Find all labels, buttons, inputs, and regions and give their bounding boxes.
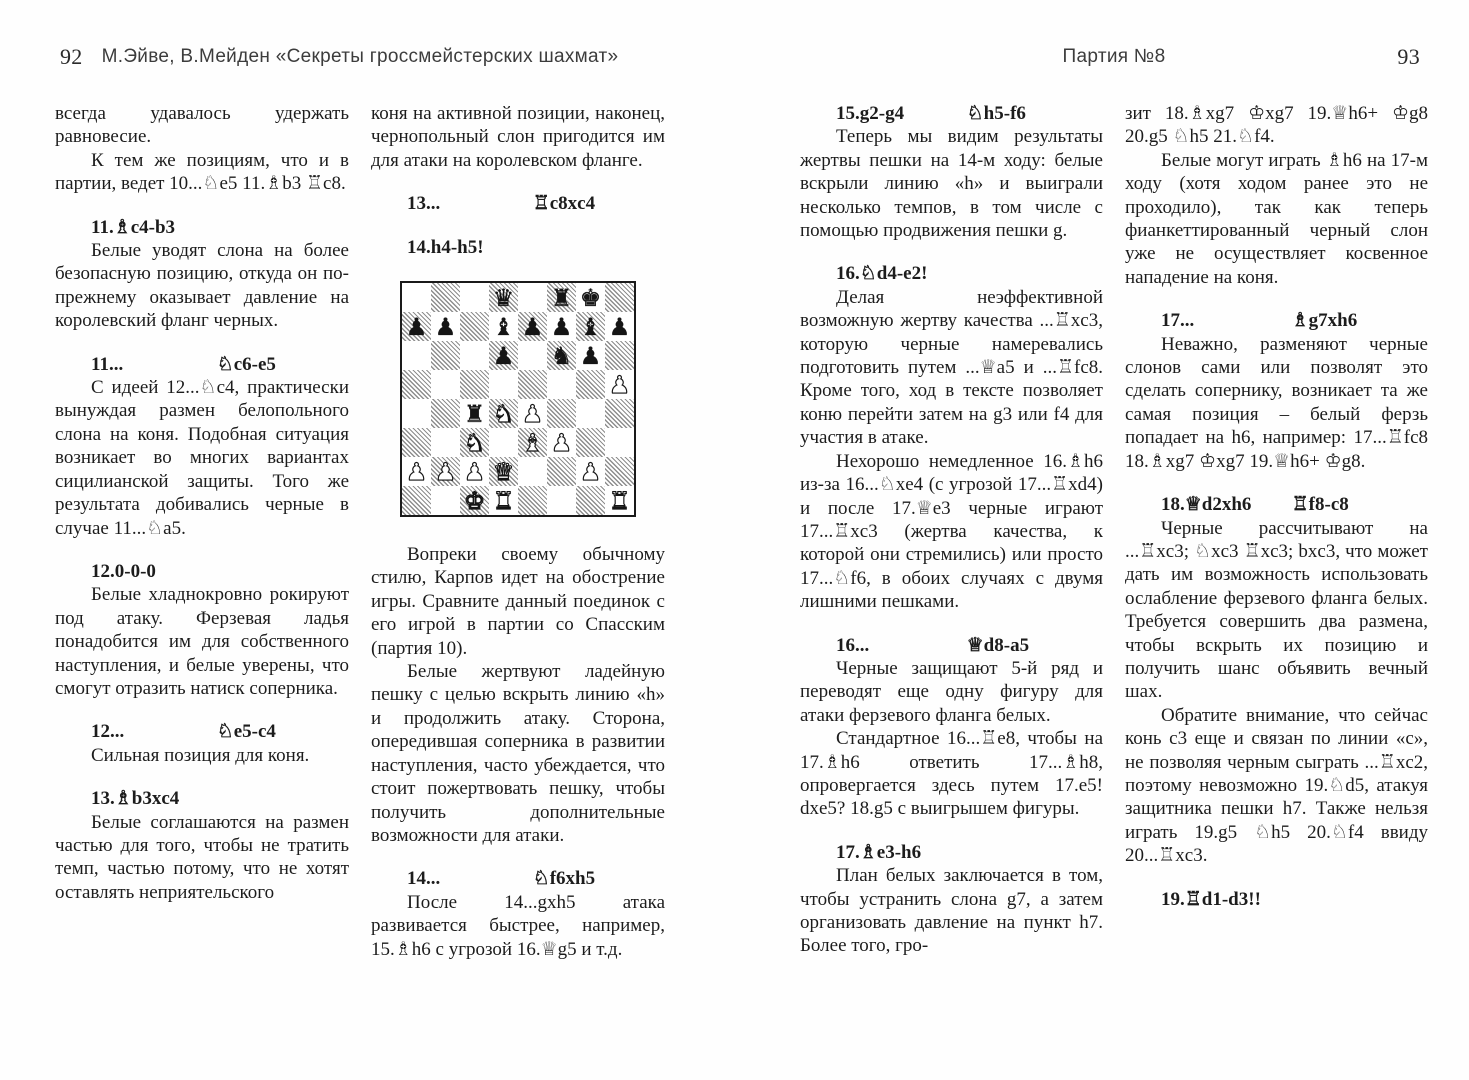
square-c7 (460, 312, 489, 341)
move-line (1125, 493, 1428, 516)
white-pawn-piece: ♟ (579, 457, 602, 486)
square-g3 (576, 428, 605, 457)
square-e6 (518, 341, 547, 370)
square-h3 (605, 428, 634, 457)
move-heading: 19.♖d1-d3!! (1161, 888, 1261, 910)
paragraph: К тем же позициям, что и в партии, ведет 10...♘e5 11.♗b3 ♖c8. (55, 149, 349, 195)
white-move: 16... (836, 634, 870, 656)
square-h5 (605, 370, 634, 399)
paragraph: Белые соглашаются на размен частью для того, чтобы не тратить темп, частью потому, что не хотят оставлять неприятельского (55, 811, 349, 903)
square-a4 (402, 399, 431, 428)
square-g7 (576, 312, 605, 341)
paragraph: Белые уводят слона на более безопасную позицию, откуда он по-прежнему оказывает давление на королевский фланг черных. (55, 240, 349, 332)
white-move: 13... (407, 193, 441, 215)
square-a7 (402, 312, 431, 341)
black-knight-piece: ♞ (550, 341, 573, 370)
square-b1 (431, 486, 460, 515)
white-move: 15.g2-g4 (836, 103, 905, 124)
square-a2 (402, 457, 431, 486)
black-move: ♕d8-a5 (966, 634, 1030, 656)
square-h7 (605, 312, 634, 341)
page-number: 93 (1397, 44, 1420, 69)
white-rook-piece: ♜ (608, 486, 631, 515)
square-g4 (576, 399, 605, 428)
black-pawn-piece: ♟ (405, 312, 428, 341)
black-rook-piece: ♜ (550, 283, 573, 312)
paragraph: Вопреки своему обычному стилю, Карпов идет на обострение игры. Сравните данный поединок с его игрой в партии со Спасским (партия 10). (371, 544, 665, 659)
black-pawn-piece: ♟ (579, 341, 602, 370)
square-d1 (489, 486, 518, 515)
square-e4 (518, 399, 547, 428)
black-rook-piece: ♜ (463, 399, 486, 428)
square-h1 (605, 486, 634, 515)
square-e5 (518, 370, 547, 399)
square-d6 (489, 341, 518, 370)
black-pawn-piece: ♟ (492, 341, 515, 370)
square-a8 (402, 283, 431, 312)
paragraph: Черные рассчитывают на ...♖xc3; ♘xc3 ♖xc3; bxc3, что может дать им возможность использовать ослабление ферзевого фланга белых. Требуется совершить два размена, чтобы вскрыть их позицию и получить шанс объявить вечный шах. (1125, 517, 1428, 703)
white-pawn-piece: ♟ (434, 457, 457, 486)
chapter-title: Партия №8 (1062, 46, 1166, 67)
paragraph: Белые жертвуют ладейную пешку с целью вскрыть линию «h» и продолжить атаку. Сторона, опередившая соперника в развитии наступления, часто убеждается, что стоит пожертвовать пешку, чтобы получить дополнительные возможности для атаки. (371, 661, 665, 846)
square-e2 (518, 457, 547, 486)
square-d4 (489, 399, 518, 428)
paragraph: План белых заключается в том, чтобы устранить слона g7, а затем организовать давление на пункт h7. Более того, гро- (800, 865, 1103, 957)
square-h2 (605, 457, 634, 486)
white-bishop-piece: ♝ (521, 428, 544, 457)
paragraph: всегда удавалось удержать равновесие. (55, 103, 349, 148)
square-f2 (547, 457, 576, 486)
black-bishop-piece: ♝ (492, 312, 515, 341)
move-heading: 17.♗e3-h6 (836, 841, 922, 863)
white-knight-piece: ♞ (463, 428, 486, 457)
black-king-piece: ♚ (579, 283, 602, 312)
move-heading: 11.♗c4-b3 (91, 216, 176, 238)
running-head-left (55, 46, 665, 74)
white-move: 14... (407, 868, 441, 890)
square-f8 (547, 283, 576, 312)
move-line (55, 720, 349, 743)
move-heading: 14.h4-h5! (407, 236, 484, 258)
square-g6 (576, 341, 605, 370)
square-a3 (402, 428, 431, 457)
paragraph: Неважно, разменяют черные слонов сами или позволят это сделать сопернику, возникает та же самая позиция – белый ферзь попадает на h6, например: 17...♖fc8 18.♗xg7 ♔xg7 19.♕h6+ ♔g8. (1125, 333, 1428, 472)
square-e7 (518, 312, 547, 341)
square-f3 (547, 428, 576, 457)
move-heading: 16.♘d4-e2! (836, 263, 928, 285)
square-g5 (576, 370, 605, 399)
square-f4 (547, 399, 576, 428)
page-92-column-1 (55, 102, 349, 1042)
white-pawn-piece: ♟ (521, 399, 544, 428)
page-92-columns (55, 102, 665, 1042)
page-93-column-1 (800, 102, 1103, 1042)
paragraph: После 14...gxh5 атака развивается быстрее, например, 15.♗h6 с угрозой 16.♕g5 и т.д. (371, 891, 665, 960)
white-knight-piece: ♞ (492, 399, 515, 428)
white-pawn-piece: ♟ (608, 370, 631, 399)
white-pawn-piece: ♟ (463, 457, 486, 486)
square-c8 (460, 283, 489, 312)
square-d8 (489, 283, 518, 312)
square-f7 (547, 312, 576, 341)
square-f6 (547, 341, 576, 370)
square-c6 (460, 341, 489, 370)
square-e8 (518, 283, 547, 312)
move-heading: 13.♗b3xc4 (91, 788, 180, 810)
paragraph: Нехорошо немедленное 16.♗h6 из-за 16...♘xe4 (с угрозой 17...♖xd4) и после 17.♕e3 черные играют 17...♖xc3 (жертва качества, к которой они стремились) или просто 17...♘f6, в обоих случаях с двумя лишними пешками. (800, 450, 1103, 613)
square-c1 (460, 486, 489, 515)
paragraph: Белые могут играть ♗h6 на 17-м ходу (хотя ходом ранее это не проходило), так как теперь фианкеттированный черный слон уже не осуществляет косвенное нападение на коня. (1125, 149, 1428, 288)
white-pawn-piece: ♟ (550, 428, 573, 457)
square-c2 (460, 457, 489, 486)
page-number: 92 (60, 44, 83, 69)
black-pawn-piece: ♟ (434, 312, 457, 341)
square-e3 (518, 428, 547, 457)
paragraph: Делая неэффективной возможную жертву качества ...♖xc3, которую черные намеревались подготовить путем ...♕a5 и ...♖fc8. Кроме того, ход в тексте позволяет коню перейти затем на g3 или f4 для участия в атаке. (800, 286, 1103, 449)
paragraph: зит 18.♗xg7 ♔xg7 19.♕h6+ ♔g8 20.g5 ♘h5 21.♘f4. (1125, 103, 1428, 148)
square-b3 (431, 428, 460, 457)
square-d7 (489, 312, 518, 341)
black-bishop-piece: ♝ (579, 312, 602, 341)
move-line (1125, 309, 1428, 332)
chess-diagram (400, 281, 636, 517)
square-c3 (460, 428, 489, 457)
paragraph: С идеей 12...♘c4, практически вынуждая размен белопольного слона на коня. Подобная ситуация возникает во многих вариантах сицилианской защиты. Того же результата добивались черные в случае 11...♘a5. (55, 377, 349, 539)
black-move: ♖c8xc4 (532, 193, 596, 215)
white-rook-piece: ♜ (492, 486, 515, 515)
square-c4 (460, 399, 489, 428)
paragraph: Сильная позиция для коня. (91, 744, 310, 766)
move-line (371, 192, 665, 215)
page-93-columns (800, 102, 1428, 1042)
paragraph: Стандартное 16...♖e8, чтобы на 17.♗h6 ответить 17...♗h8, опровергается здесь путем 17.e5! dxe5? 18.g5 с выигрышем фигуры. (800, 728, 1103, 820)
square-b5 (431, 370, 460, 399)
move-line (800, 102, 1103, 125)
square-f1 (547, 486, 576, 515)
black-move: ♘f6xh5 (532, 868, 596, 890)
square-f5 (547, 370, 576, 399)
square-a6 (402, 341, 431, 370)
move-line (55, 353, 349, 376)
black-move: ♗g7xh6 (1291, 310, 1358, 332)
running-head-right (800, 46, 1428, 74)
paragraph: Обратите внимание, что сейчас конь c3 еще и связан по линии «с», не позволяя черным сыграть ...♖xc2, поэтому невозможно 19.♘d5, атакуя защитника пешки h7. Также нельзя играть 19.g5 ♘h5 20.♘f4 ввиду 20...♖xc3. (1125, 704, 1428, 867)
square-h4 (605, 399, 634, 428)
page-92-column-2 (371, 102, 665, 1042)
square-d3 (489, 428, 518, 457)
square-h8 (605, 283, 634, 312)
square-e1 (518, 486, 547, 515)
square-b6 (431, 341, 460, 370)
move-line (800, 634, 1103, 657)
white-pawn-piece: ♟ (405, 457, 428, 486)
paragraph: Теперь мы видим результаты жертвы пешки на 14-м ходу: белые вскрыли линию «h» и выиграли несколько темпов, в том числе с помощью продвижения пешки g. (800, 126, 1103, 242)
square-b8 (431, 283, 460, 312)
paragraph: Черные защищают 5-й ряд и переводят еще одну фигуру для атаки ферзевого фланга белых. (800, 657, 1103, 726)
paragraph: Белые хладнокровно рокируют под атаку. Ферзевая ладья понадобится им для собственного наступления, и белые уверены, что смогут отразить натиск соперника. (55, 584, 349, 699)
square-a1 (402, 486, 431, 515)
page-93-column-2 (1125, 102, 1428, 1042)
white-move: 11... (91, 353, 124, 375)
black-move: ♘e5-c4 (216, 721, 276, 743)
white-move: 18.♕d2xh6 (1161, 494, 1252, 516)
square-d2 (489, 457, 518, 486)
book-title: М.Эйве, В.Мейден «Секреты гроссмейстерских шахмат» (101, 46, 619, 67)
black-move: ♖f8-c8 (1291, 494, 1349, 516)
square-g1 (576, 486, 605, 515)
square-g2 (576, 457, 605, 486)
paragraph: коня на активной позиции, наконец, чернопольный слон пригодится им для атаки на королевском фланге. (371, 103, 665, 171)
move-line (371, 867, 665, 890)
move-heading: 12.0-0-0 (91, 560, 156, 582)
page-92 (55, 0, 665, 1080)
square-c5 (460, 370, 489, 399)
black-pawn-piece: ♟ (608, 312, 631, 341)
square-h6 (605, 341, 634, 370)
white-move: 17... (1161, 310, 1195, 332)
white-king-piece: ♚ (463, 486, 486, 515)
square-b4 (431, 399, 460, 428)
white-move: 12... (91, 721, 125, 743)
square-a5 (402, 370, 431, 399)
page-93 (800, 0, 1428, 1080)
black-move: ♘c6-e5 (216, 353, 276, 375)
square-b2 (431, 457, 460, 486)
square-g8 (576, 283, 605, 312)
square-b7 (431, 312, 460, 341)
black-pawn-piece: ♟ (550, 312, 573, 341)
black-move: ♘h5-f6 (966, 103, 1026, 124)
white-queen-piece: ♛ (492, 457, 515, 486)
square-d5 (489, 370, 518, 399)
black-queen-piece: ♛ (492, 283, 515, 312)
black-pawn-piece: ♟ (521, 312, 544, 341)
